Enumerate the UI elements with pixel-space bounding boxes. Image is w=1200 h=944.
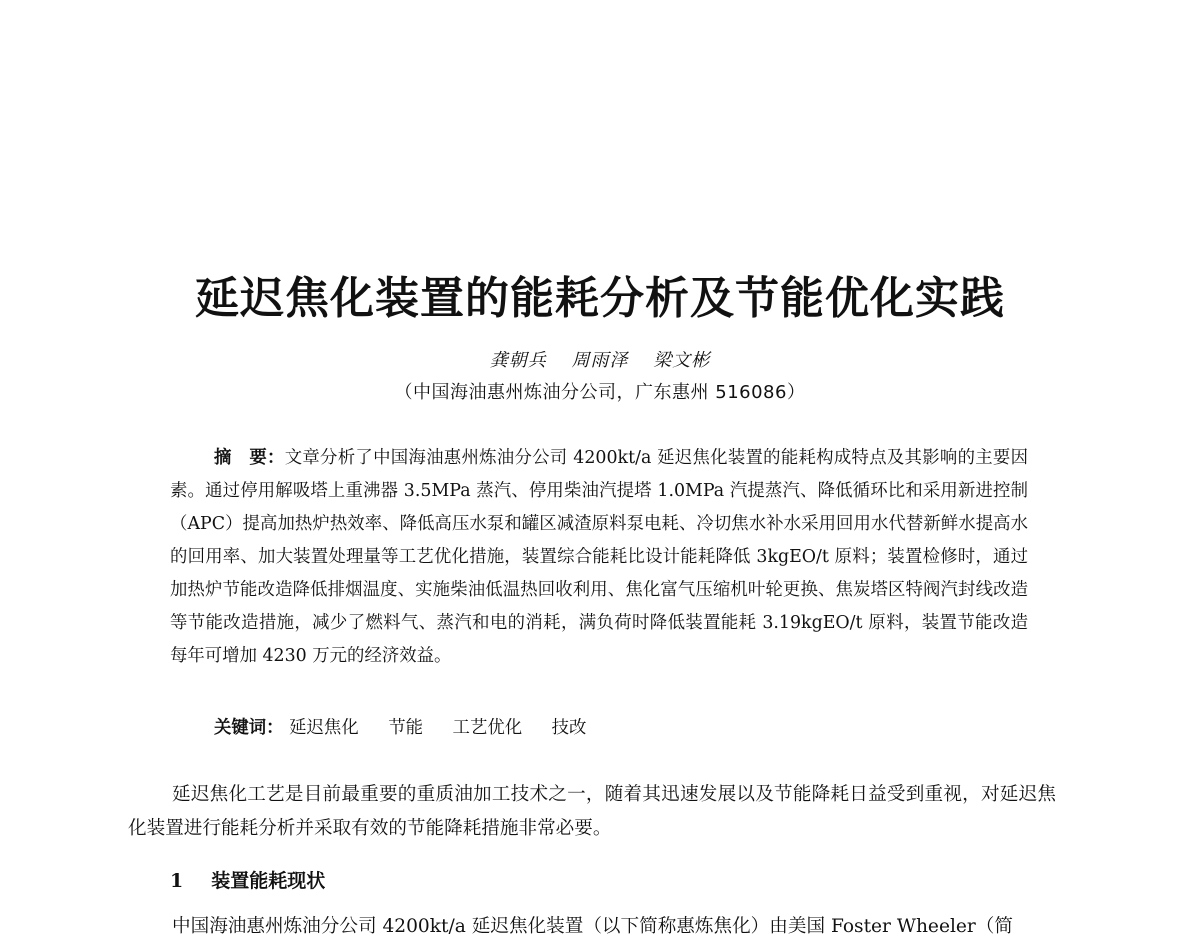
keyword: 节能 (388, 718, 424, 738)
abstract (170, 442, 1028, 673)
keyword: 工艺优化 (452, 718, 523, 738)
author-name: 周雨泽 (571, 350, 629, 371)
keywords-label: 关键词： (214, 718, 284, 738)
abstract-label: 摘 要： (214, 448, 285, 468)
keyword: 延迟焦化 (289, 718, 359, 738)
paper-title: 延迟焦化装置的能耗分析及节能优化实践 (195, 273, 1005, 324)
affiliation: （中国海油惠州炼油分公司，广东惠州 516086） (394, 382, 806, 403)
section-heading (170, 866, 325, 893)
author-list (0, 346, 1200, 372)
section-title: 装置能耗现状 (211, 870, 326, 892)
section-number: 1 (170, 870, 184, 892)
intro-paragraph: 延迟焦化工艺是目前最重要的重质油加工技术之一，随着其迅速发展以及节能降耗日益受到重视，对延迟焦化装置进行能耗分析并采取有效的节能降耗措施非常必要。 (128, 784, 1056, 839)
keyword: 技改 (551, 718, 587, 738)
abstract-text: 文章分析了中国海油惠州炼油分公司 4200kt/a 延迟焦化装置的能耗构成特点及其影响的主要因素。通过停用解吸塔上重沸器 3.5MPa 蒸汽、停用柴油汽提塔 1.0MPa 汽提蒸汽、降低循环比和采用新进控制（APC）提高加热炉热效率、降低高压水泵和罐区减渣原料泵电耗、冷切焦水补水采用回用水代替新鲜水提高水的回用率、加大装置处理量等工艺优化措施，装置综合能耗比设计能耗降低 3kgEO/t 原料；装置检修时，通过加热炉节能改造降低排烟温度、实施柴油低温热回收利用、焦化富气压缩机叶轮更换、焦炭塔区特阀汽封线改造等节能改造措施，减少了燃料气、蒸汽和电的消耗，满负荷时降低装置能耗 3.19kgEO/t 原料，装置节能改造每年可增加 4230 万元的经济效益。 (170, 448, 1028, 666)
body-paragraph: 中国海油惠州炼油分公司 4200kt/a 延迟焦化装置（以下简称惠炼焦化）由美国 Foster Wheeler（简 (172, 916, 1013, 937)
author-name: 龚朝兵 (489, 350, 547, 371)
author-name: 梁文彬 (653, 350, 711, 371)
keywords (214, 713, 1014, 743)
